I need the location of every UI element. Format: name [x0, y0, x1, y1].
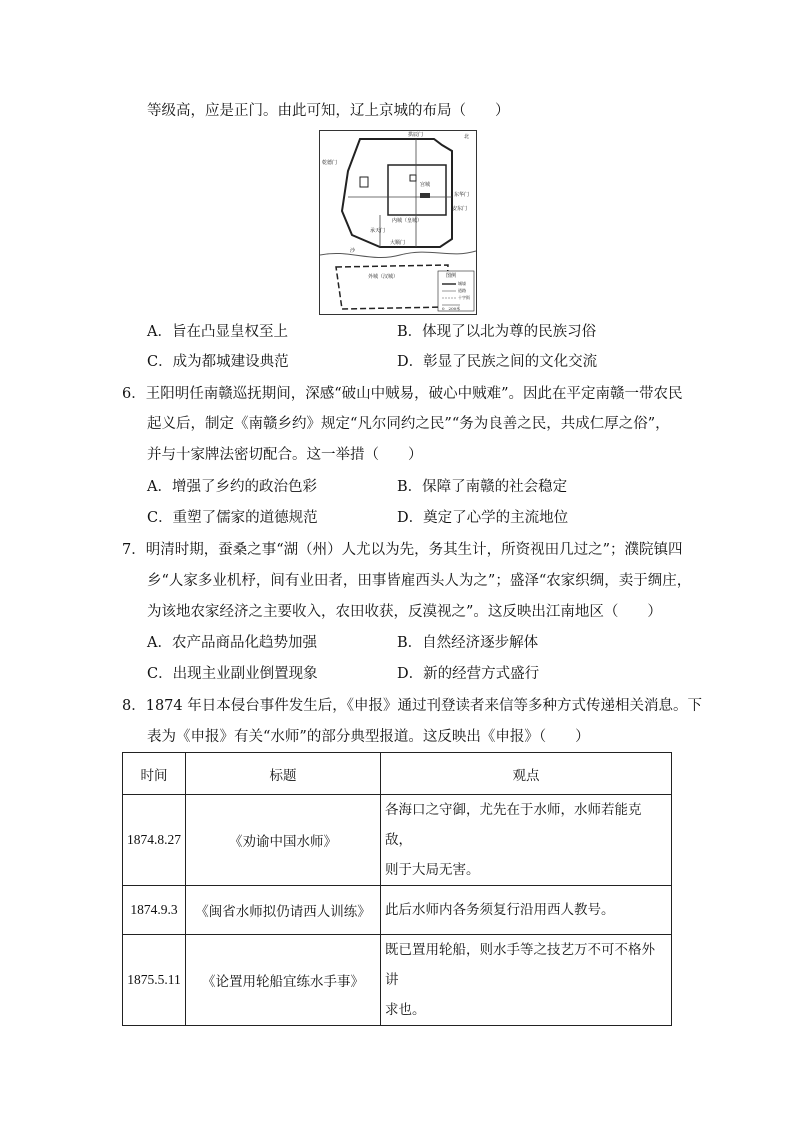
- q6-line-1: 6．王阳明任南赣巡抚期间，深感“破山中贼易，破心中贼难”。因此在平定南赣一带农民: [122, 386, 683, 402]
- map-legend-3: 十字街: [458, 295, 470, 300]
- map-label-outer: 外城（汉城）: [368, 274, 399, 280]
- q6-option-b: B．保障了南赣的社会稳定: [397, 479, 568, 495]
- table-header-row: [123, 753, 672, 795]
- q7-option-d: D．新的经营方式盛行: [397, 666, 540, 682]
- table-row: [123, 886, 672, 935]
- map-label-west-gate: 乾德门: [322, 160, 338, 166]
- map-label-south-gate: 大顺门: [390, 240, 406, 246]
- q7-option-c: C．出现主业副业倒置现象: [147, 666, 318, 682]
- row-view: [381, 795, 672, 886]
- row-title: 《闽省水师拟仍请西人训练》: [186, 886, 381, 935]
- building-1: [410, 175, 416, 181]
- header-title: 标题: [186, 753, 381, 795]
- map-label-hall: 内城（皇城）: [392, 218, 423, 224]
- map-legend-title: 图例: [446, 273, 457, 279]
- map-legend-2: 道路: [458, 288, 466, 293]
- q5-option-b: B．体现了以北为尊的民族习俗: [397, 324, 597, 340]
- row-time: 1875.5.11: [123, 935, 186, 1026]
- row-view: [381, 886, 672, 935]
- map-label-east-gate2: 东华门: [454, 192, 470, 198]
- q6-option-c: C．重塑了儒家的道德规范: [147, 510, 318, 526]
- q6-line-2: 起义后，制定《南赣乡约》规定“凡尔同约之民”“务为良善之民，共成仁厚之俗”，: [147, 416, 670, 432]
- row-time: 1874.8.27: [123, 795, 186, 886]
- q7-option-a: A．农产品商品化趋势加强: [147, 635, 317, 651]
- map-label-river: 沙: [350, 248, 356, 254]
- intro-line: 等级高，应是正门。由此可知，辽上京城的布局（ ）: [147, 103, 510, 119]
- map-legend-1: 城墙: [458, 281, 466, 286]
- q8-line-1: 8．1874 年日本侵台事件发生后，《申报》通过刊登读者来信等多种方式传递相关消息。下: [122, 698, 702, 714]
- map-scale: 0 200米: [442, 306, 461, 311]
- header-time: 时间: [123, 753, 186, 795]
- liao-shangjing-map: [319, 130, 477, 315]
- map-label-gate-mid: 承天门: [370, 228, 386, 234]
- q7-line-2: 乡“人家多业机杼，间有业田者，田事皆雇西头人为之”；盛泽“农家织绸，卖于绸庄，: [147, 573, 692, 589]
- q5-option-c: C．成为都城建设典范: [147, 354, 289, 370]
- q7-line-3: 为该地农家经济之主要收入，农田收获，反漠视之”。这反映出江南地区（ ）: [147, 604, 662, 620]
- newspaper-table: [122, 752, 672, 1026]
- building-2: [420, 193, 430, 198]
- row-title: 《论置用轮船宜练水手事》: [186, 935, 381, 1026]
- table-row: [123, 795, 672, 886]
- q5-option-d: D．彰显了民族之间的文化交流: [397, 354, 598, 370]
- map-label-east-gate: 安东门: [452, 206, 468, 212]
- row-view-line: 各海口之守御，尤先在于水师，水师若能克敌，: [385, 802, 642, 848]
- map-label-palace: 宫城: [420, 182, 431, 188]
- map-label-north-gate: 拱辰门: [408, 132, 424, 138]
- q7-line-1: 7．明清时期，蚕桑之事“湖（州）人尤以为先，务其生计，所资视田几过之”；濮院镇四: [122, 542, 683, 558]
- table-row: [123, 935, 672, 1026]
- q5-option-a: A．旨在凸显皇权至上: [147, 324, 288, 340]
- outer-city-wall: [336, 265, 448, 309]
- row-view-line: 求也。: [385, 1002, 426, 1018]
- row-view-line: 此后水师内各务须复行沿用西人教号。: [385, 902, 615, 918]
- river: [320, 251, 476, 258]
- palace-wall: [388, 165, 446, 215]
- row-time: 1874.9.3: [123, 886, 186, 935]
- q6-line-3: 并与十家牌法密切配合。这一举措（ ）: [147, 447, 423, 463]
- q7-option-b: B．自然经济逐步解体: [397, 635, 539, 651]
- inner-city-wall: [342, 139, 452, 247]
- row-view-line: 则于大局无害。: [385, 862, 480, 878]
- q8-line-2: 表为《申报》有关“水师”的部分典型报道。这反映出《申报》（ ）: [147, 729, 590, 745]
- building-3: [360, 177, 368, 187]
- q6-option-d: D．奠定了心学的主流地位: [397, 510, 569, 526]
- row-view: [381, 935, 672, 1026]
- row-view-line: 既已置用轮船，则水手等之技艺万不可不格外讲: [385, 942, 655, 988]
- q6-option-a: A．增强了乡约的政治色彩: [147, 479, 317, 495]
- header-view: 观点: [381, 753, 672, 795]
- map-label-north: 北: [464, 134, 470, 140]
- row-title: 《劝谕中国水师》: [186, 795, 381, 886]
